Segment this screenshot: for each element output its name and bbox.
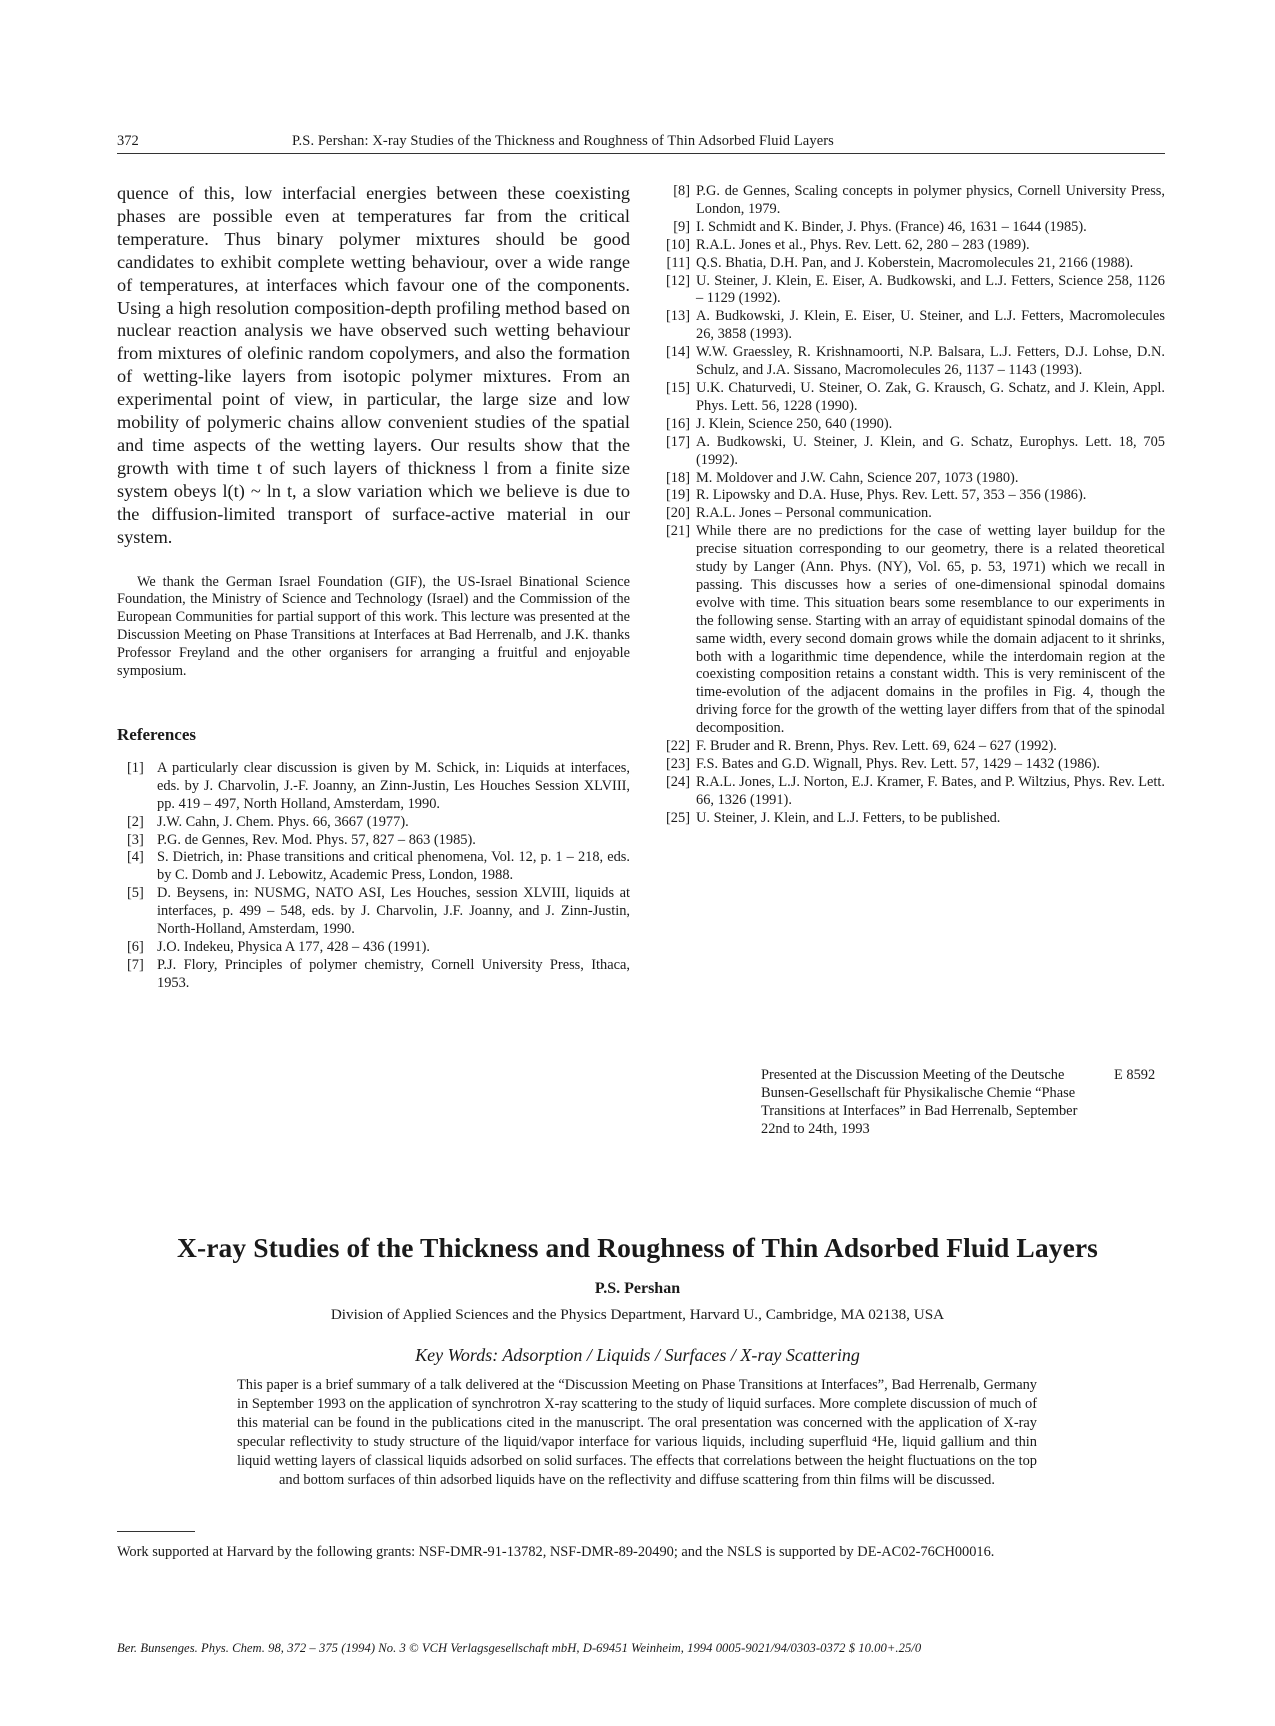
article-title: X-ray Studies of the Thickness and Roughness of Thin Adsorbed Fluid Layers — [177, 1232, 1098, 1263]
reference-text: U.K. Chaturvedi, U. Steiner, O. Zak, G. Krausch, G. Schatz, and J. Klein, Appl. Phys. Lett. 56, 1228 (1990). — [696, 379, 1165, 414]
reference-number: [6] — [127, 939, 144, 955]
reference-text: I. Schmidt and K. Binder, J. Phys. (France) 46, 1631 – 1644 (1985). — [696, 218, 1087, 235]
reference-number: [15] — [666, 379, 690, 396]
reference-text: J.W. Cahn, J. Chem. Phys. 66, 3667 (1977). — [157, 813, 409, 830]
keywords: Key Words: Adsorption / Liquids / Surfaces / X-ray Scattering — [415, 1345, 860, 1365]
references-list-left — [117, 760, 630, 993]
reference-item — [652, 810, 1165, 828]
reference-item — [117, 760, 630, 814]
body-paragraph: quence of this, low interfacial energies between these coexisting phases are possible even at temperatures far from the critical temperature. Thus binary polymer mixtures should be good candidates to exhibit complete wetting behaviour, over a wide range of temperatures, at interfaces which favour one of the components. Using a high resolution composition-depth profiling method based on nuclear reaction analysis we have observed such wetting behaviour from mixtures of olefinic random copolymers, and also the formation of wetting-like layers from isotopic polymer mixtures. From an experimental point of view, in particular, the large size and low mobility of polymeric chains allow convenient studies of the spatial and time aspects of the wetting layers. Our results show that the growth with time t of such layers of thickness l from a finite size system obeys l(t) ~ ln t, a slow variation which we believe is due to the diffusion-limited transport of surface-active material in our system. — [117, 183, 630, 547]
reference-text: R.A.L. Jones et al., Phys. Rev. Lett. 62, 280 – 283 (1989). — [696, 236, 1030, 253]
reference-number: [12] — [666, 272, 690, 289]
reference-number: [16] — [666, 415, 690, 432]
reference-text: A. Budkowski, U. Steiner, J. Klein, and G. Schatz, Europhys. Lett. 18, 705 (1992). — [696, 433, 1165, 468]
reference-number: [23] — [666, 756, 690, 772]
reference-text: F.S. Bates and G.D. Wignall, Phys. Rev. Lett. 57, 1429 – 1432 (1986). — [696, 756, 1100, 772]
reference-text: U. Steiner, J. Klein, E. Eiser, A. Budkowski, and L.J. Fetters, Science 258, 1126 – 1129 (1992). — [696, 272, 1165, 307]
reference-item — [652, 416, 1165, 434]
reference-item — [117, 957, 630, 993]
presentation-note: Presented at the Discussion Meeting of the Deutsche Bunsen-Gesellschaft für Physikalische Chemie “Phase Transitions at Interfaces” in Bad Herrenalb, September 22nd to 24th, 1993 — [761, 1067, 1078, 1137]
references-heading: References — [117, 724, 196, 744]
reference-item — [652, 774, 1165, 810]
reference-number: [11] — [666, 254, 690, 271]
reference-text: U. Steiner, J. Klein, and L.J. Fetters, to be published. — [696, 809, 1001, 826]
reference-number: [3] — [127, 831, 144, 848]
reference-item — [117, 939, 630, 957]
reference-text: S. Dietrich, in: Phase transitions and critical phenomena, Vol. 12, p. 1 – 218, eds. by C. Domb and J. Lebowitz, Academic Press, London, 1988. — [157, 849, 630, 884]
reference-item — [652, 738, 1165, 756]
reference-item — [117, 814, 630, 832]
reference-item — [652, 505, 1165, 523]
reference-number: [21] — [666, 523, 690, 540]
footnote-divider — [117, 1531, 195, 1532]
reference-number: [22] — [666, 738, 690, 755]
reference-item — [117, 885, 630, 939]
reference-number: [13] — [666, 308, 690, 325]
page-number: 372 — [117, 133, 139, 149]
reference-text: R. Lipowsky and D.A. Huse, Phys. Rev. Lett. 57, 353 – 356 (1986). — [696, 487, 1087, 504]
reference-text: Q.S. Bhatia, D.H. Pan, and J. Koberstein, Macromolecules 21, 2166 (1988). — [696, 254, 1134, 271]
reference-number: [1] — [127, 759, 144, 776]
reference-number: [25] — [666, 809, 690, 826]
reference-number: [5] — [127, 885, 144, 902]
running-title: P.S. Pershan: X-ray Studies of the Thickness and Roughness of Thin Adsorbed Fluid Layers — [292, 133, 834, 149]
reference-item — [652, 380, 1165, 416]
reference-number: [9] — [673, 218, 690, 235]
acknowledgement: We thank the German Israel Foundation (GIF), the US-Israel Binational Science Foundation, the Ministry of Science and Technology (Israel) and the Commission of the European Communities for partial support of this work. This lecture was presented at the Discussion Meeting on Phase Transitions at Interfaces at Bad Herrenalb, and J.K. thanks Professor Freyland and the other organisers for arranging a fruitful and enjoyable symposium. — [117, 573, 630, 680]
reference-number: [17] — [666, 433, 690, 450]
reference-item — [652, 255, 1165, 273]
reference-text: R.A.L. Jones, L.J. Norton, E.J. Kramer, F. Bates, and P. Wiltzius, Phys. Rev. Lett. 66, 1326 (1991). — [696, 773, 1165, 808]
reference-number: [20] — [666, 505, 690, 522]
reference-text: W.W. Graessley, R. Krishnamoorti, N.P. Balsara, L.J. Fetters, D.J. Lohse, D.N. Schulz, and J.A. Sissano, Macromolecules 26, 1137 – 1143 (1993). — [696, 344, 1165, 379]
reference-item — [652, 523, 1165, 738]
reference-text: D. Beysens, in: NUSMG, NATO ASI, Les Houches, session XLVIII, liquids at interfaces, p. 499 – 548, eds. by J. Charvolin, J.F. Joanny, and J. Zinn-Justin, North-Holland, Amsterdam, 1990. — [157, 885, 630, 938]
abstract: This paper is a brief summary of a talk delivered at the “Discussion Meeting on Phase Transitions at Interfaces”, Bad Herrenalb, Germany in September 1993 on the application of synchrotron X-ray scattering to the study of liquid surfaces. More complete discussion of much of this material can be found in the publications cited in the manuscript. The oral presentation was concerned with the application of X-ray specular reflectivity to study structure of the liquid/vapor interface for various liquids, including superfluid ⁴He, liquid gallium and thin liquid wetting layers of classical liquids adsorbed on solid surfaces. The effects that correlations between the height fluctuations on the top and bottom surfaces of thin adsorbed liquids have on the reflectivity and diffuse scattering from thin films will be discussed. — [237, 1377, 1037, 1489]
reference-number: [19] — [666, 487, 690, 504]
references-list-right — [652, 183, 1165, 828]
funding-footnote: Work supported at Harvard by the following grants: NSF-DMR-91-13782, NSF-DMR-89-20490; and the NSLS is supported by DE-AC02-76CH00016. — [117, 1544, 995, 1560]
reference-number: [14] — [666, 344, 690, 361]
reference-item — [652, 756, 1165, 774]
reference-item — [652, 487, 1165, 505]
reference-text: While there are no predictions for the case of wetting layer buildup for the precise situation corresponding to our geometry, there is a related theoretical study by Langer (Ann. Phys. (NY), Vol. 65, p. 53, 1971) which we recall in passing. This discusses how a series of one-dimensional spinodal domains evolve with time. This situation bears some resemblance to our experiments in the following sense. Starting with an array of equidistant spinodal domains of the same width, every second domain grows while the domain adjacent to it shrinks, both with a logarithmic time dependence, while the interdomain region at the coexisting composition retains a constant width. This is very reminiscent of the time-evolution of the adjacent domains in the profiles in Fig. 4, though the driving force for the growth of the wetting layer differs from that of the spinodal decomposition. — [696, 523, 1165, 737]
reference-text: J. Klein, Science 250, 640 (1990). — [696, 415, 893, 432]
right-column — [652, 183, 1165, 828]
reference-text: F. Bruder and R. Brenn, Phys. Rev. Lett. 69, 624 – 627 (1992). — [696, 738, 1057, 755]
reference-number: [7] — [127, 956, 144, 973]
reference-item — [652, 219, 1165, 237]
reference-item — [652, 344, 1165, 380]
reference-item — [117, 832, 630, 850]
reference-item — [117, 849, 630, 885]
reference-number: [2] — [127, 813, 144, 830]
reference-item — [652, 237, 1165, 255]
reference-number: [10] — [666, 236, 690, 253]
author-affiliation: Division of Applied Sciences and the Physics Department, Harvard U., Cambridge, MA 02138, USA — [330, 1306, 945, 1323]
reference-number: [24] — [666, 773, 690, 790]
reference-text: P.G. de Gennes, Scaling concepts in polymer physics, Cornell University Press, London, 1979. — [696, 183, 1165, 217]
reference-number: [18] — [666, 469, 690, 486]
reference-text: R.A.L. Jones – Personal communication. — [696, 505, 932, 522]
reference-text: M. Moldover and J.W. Cahn, Science 207, 1073 (1980). — [696, 469, 1019, 486]
running-header — [117, 131, 1165, 154]
reference-text: A particularly clear discussion is given by M. Schick, in: Liquids at interfaces, eds. by J. Charvolin, J.-F. Joanny, an Zinn-Justin, Les Houches Session XLVIII, pp. 419 – 497, North Holland, Amsterdam, 1990. — [157, 759, 630, 812]
reference-item — [652, 183, 1165, 219]
reference-text: P.G. de Gennes, Rev. Mod. Phys. 57, 827 – 863 (1985). — [157, 831, 476, 848]
manuscript-number: E 8592 — [1114, 1067, 1156, 1083]
citation-footer: Ber. Bunsenges. Phys. Chem. 98, 372 – 375 (1994) No. 3 © VCH Verlagsgesellschaft mbH, D-69451 Weinheim, 1994 0005-9021/94/0303-0372 $ 10.00+.25/0 — [117, 1641, 922, 1655]
article-author: P.S. Pershan — [594, 1280, 681, 1297]
reference-item — [652, 273, 1165, 309]
reference-text: J.O. Indekeu, Physica A 177, 428 – 436 (1991). — [157, 939, 430, 955]
left-column — [117, 182, 630, 993]
reference-text: A. Budkowski, J. Klein, E. Eiser, U. Steiner, and L.J. Fetters, Macromolecules 26, 3858 (1993). — [696, 308, 1165, 343]
reference-number: [8] — [673, 183, 690, 199]
reference-item — [652, 308, 1165, 344]
reference-item — [652, 470, 1165, 488]
reference-number: [4] — [127, 849, 144, 866]
reference-item — [652, 434, 1165, 470]
reference-text: P.J. Flory, Principles of polymer chemistry, Cornell University Press, Ithaca, 1953. — [157, 956, 630, 991]
